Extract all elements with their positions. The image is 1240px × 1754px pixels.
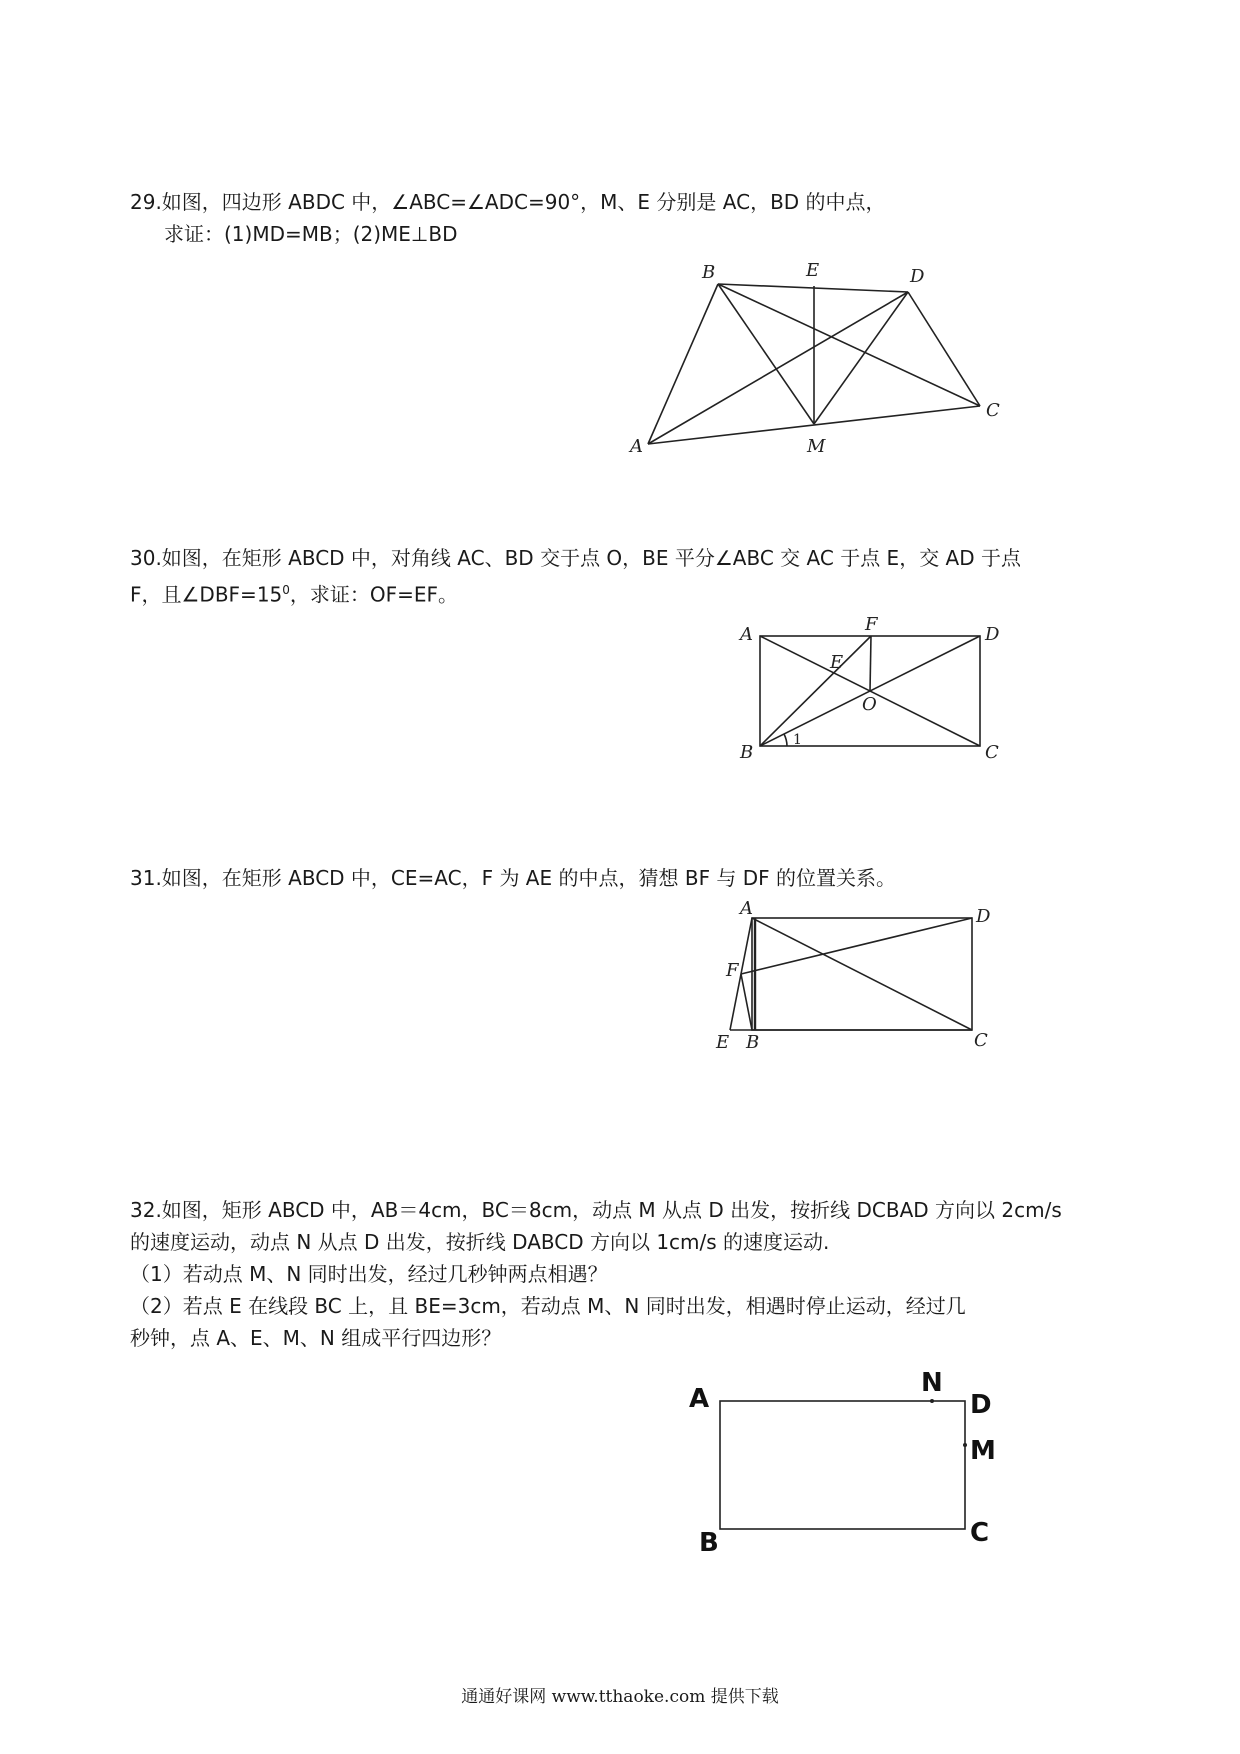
q32-label-D: D bbox=[970, 1390, 992, 1420]
q31-label-C: C bbox=[974, 1030, 988, 1051]
q29-seg-BM bbox=[718, 284, 814, 424]
q30-label-C: C bbox=[985, 742, 999, 763]
q31-label-E: E bbox=[716, 1032, 730, 1053]
q32-label-A: A bbox=[689, 1384, 710, 1414]
q30-label-O: O bbox=[862, 694, 877, 715]
q30-text-line2-part1: F，且∠DBF=15 bbox=[130, 582, 283, 607]
q30-label-F: F bbox=[865, 614, 878, 635]
q29-seg-AB bbox=[648, 284, 718, 444]
q31-label-F: F bbox=[726, 960, 739, 981]
q32-label-M: M bbox=[970, 1436, 996, 1466]
q29-label-D: D bbox=[910, 266, 925, 287]
q31-seg-FB bbox=[741, 974, 752, 1030]
q30-label-E: E bbox=[830, 652, 844, 673]
q29-seg-DM bbox=[814, 292, 908, 424]
q30-seg-BF bbox=[760, 636, 871, 746]
q30-label-B: B bbox=[740, 742, 754, 763]
q32-label-C: C bbox=[970, 1518, 990, 1548]
q32-label-B: B bbox=[699, 1528, 719, 1555]
q29-seg-AD bbox=[648, 292, 908, 444]
q32-text-line4: （2）若点 E 在线段 BC 上，且 BE=3cm，若动点 M、N 同时出发，相遇时停止运动，经过几 bbox=[130, 1294, 966, 1318]
q31-label-B: B bbox=[746, 1032, 760, 1053]
q29-label-A: A bbox=[630, 436, 643, 457]
q30-degree-sup: 0 bbox=[282, 583, 290, 597]
q31-text-line1: 31.如图，在矩形 ABCD 中，CE=AC，F 为 AE 的中点，猜想 BF 与 DF 的位置关系。 bbox=[130, 866, 897, 890]
q30-angle-arc bbox=[784, 734, 787, 746]
q30-label-D: D bbox=[985, 624, 1000, 645]
q31-label-A: A bbox=[740, 900, 753, 919]
q31-seg-AC bbox=[752, 918, 972, 1030]
q30-label-angle1: 1 bbox=[793, 732, 802, 748]
q32-text-line1: 32.如图，矩形 ABCD 中，AB＝4cm，BC＝8cm，动点 M 从点 D 出发，按折线 DCBAD 方向以 2cm/s bbox=[130, 1198, 1062, 1222]
q30-figure bbox=[735, 610, 1015, 770]
q32-text-line2: 的速度运动，动点 N 从点 D 出发，按折线 DABCD 方向以 1cm/s 的速度运动. bbox=[130, 1230, 830, 1254]
q31-seg-FD bbox=[741, 918, 972, 974]
q29-seg-BD bbox=[718, 284, 908, 292]
q31-figure bbox=[700, 900, 1010, 1055]
q30-text-line2 bbox=[130, 576, 458, 609]
q29-figure bbox=[610, 260, 1020, 470]
q29-text-line1: 29.如图，四边形 ABDC 中，∠ABC=∠ADC=90°，M、E 分别是 AC，BD 的中点， bbox=[130, 190, 886, 214]
q30-text-line1: 30.如图，在矩形 ABCD 中，对角线 AC、BD 交于点 O，BE 平分∠ABC 交 AC 于点 E，交 AD 于点 bbox=[130, 546, 1021, 570]
q29-label-M: M bbox=[807, 436, 826, 457]
footer-source: 通通好课网 www.tthaoke.com 提供下载 bbox=[461, 1687, 779, 1707]
q30-seg-FO bbox=[870, 636, 871, 691]
q32-label-N: N bbox=[921, 1368, 943, 1398]
q29-text-line2: 求证：(1)MD=MB；(2)ME⊥BD bbox=[164, 222, 458, 246]
q32-point-N bbox=[930, 1399, 934, 1403]
q32-rect-ABCD bbox=[720, 1401, 965, 1529]
q30-label-A: A bbox=[740, 624, 753, 645]
q29-label-C: C bbox=[986, 400, 1000, 421]
q29-label-E: E bbox=[806, 260, 820, 281]
q30-text-line2-part2: ，求证：OF=EF。 bbox=[289, 582, 459, 607]
q31-label-D: D bbox=[976, 906, 991, 927]
q32-text-line5: 秒钟，点 A、E、M、N 组成平行四边形？ bbox=[130, 1326, 502, 1350]
q29-label-B: B bbox=[702, 262, 716, 283]
q32-point-M bbox=[963, 1443, 967, 1447]
q32-figure bbox=[685, 1355, 1015, 1555]
q32-text-line3: （1）若动点 M、N 同时出发，经过几秒钟两点相遇？ bbox=[130, 1262, 608, 1286]
